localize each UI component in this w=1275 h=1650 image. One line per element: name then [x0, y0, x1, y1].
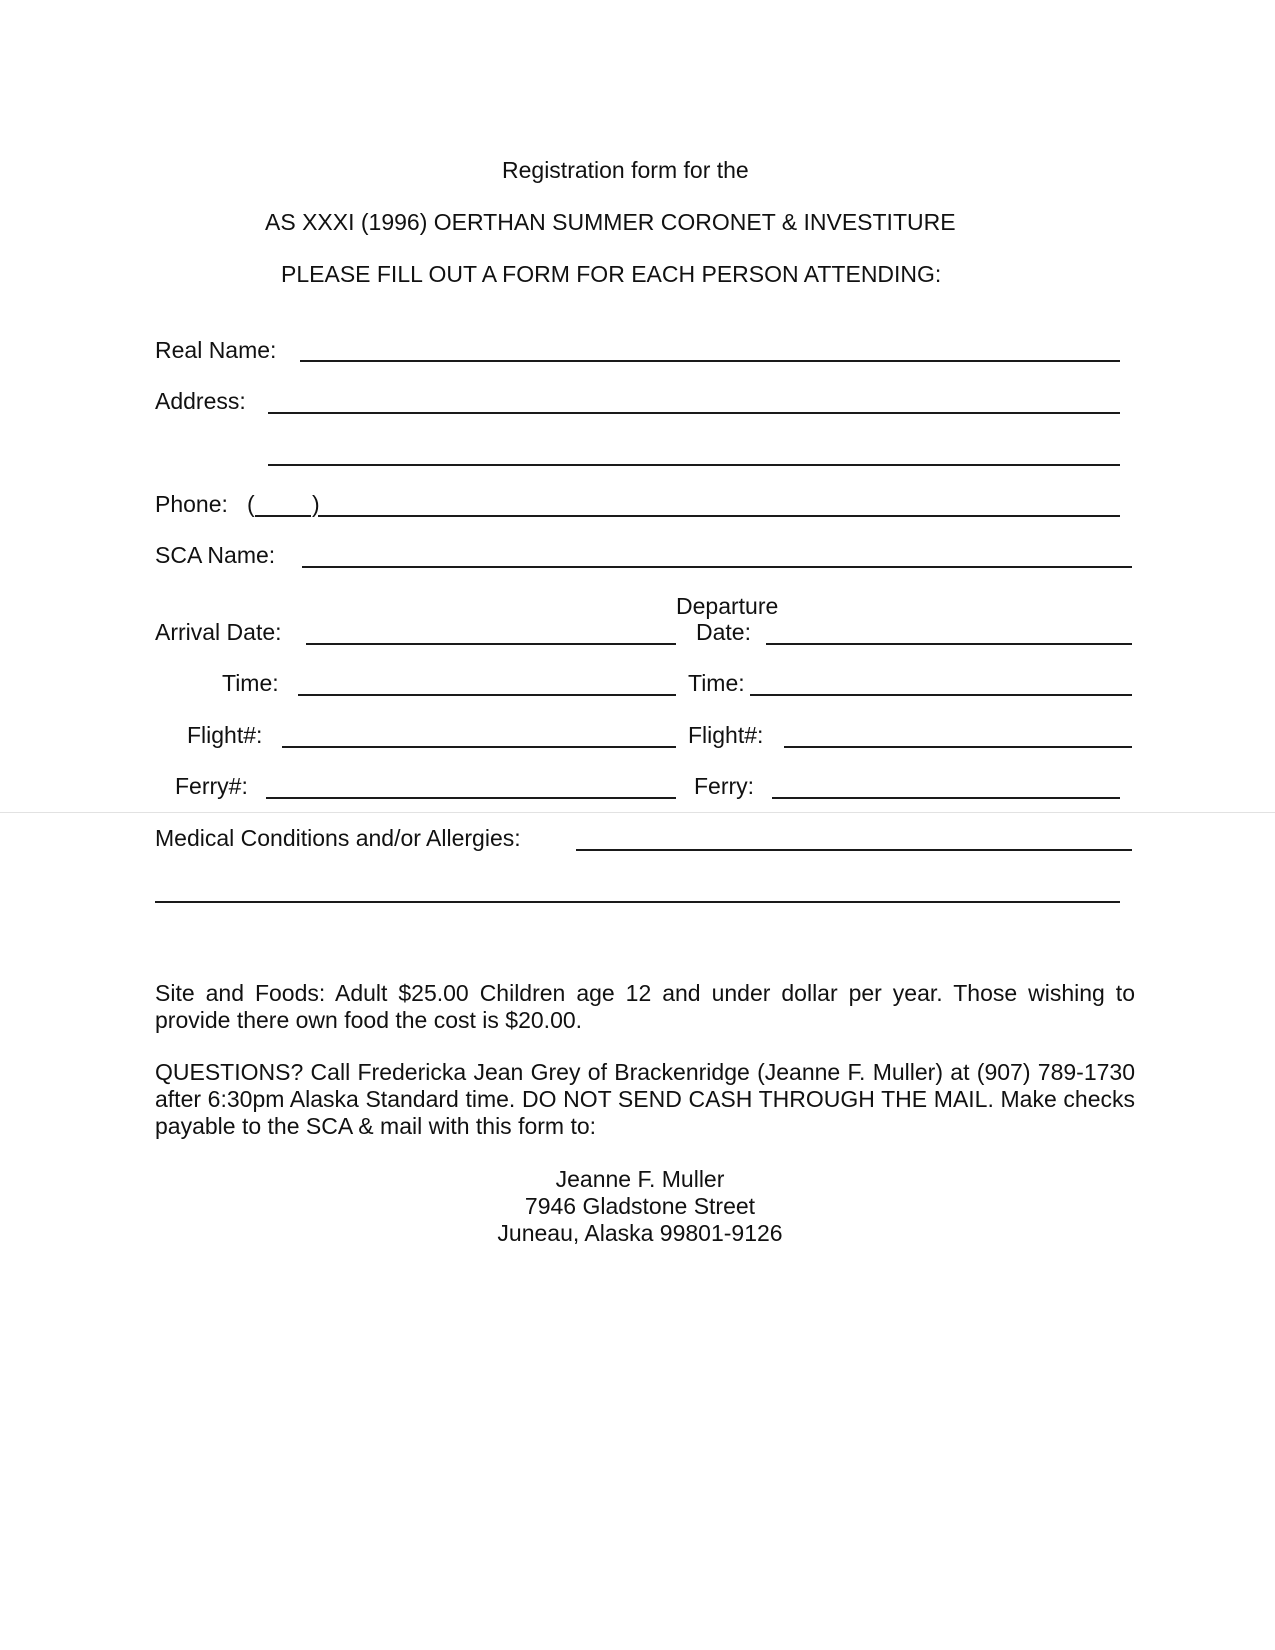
mailing-name: Jeanne F. Muller [555, 1166, 725, 1192]
phone-number-field[interactable] [318, 515, 1120, 517]
phone-label: Phone: [155, 491, 228, 517]
real-name-label: Real Name: [155, 337, 277, 363]
departure-ferry-label: Ferry: [694, 773, 755, 799]
medical-label: Medical Conditions and/or Allergies: [155, 825, 521, 851]
scan-artifact-line [0, 812, 1275, 813]
arrival-time-field[interactable] [298, 694, 676, 696]
questions-paragraph: QUESTIONS? Call Fredericka Jean Grey of Brackenridge (Jeanne F. Muller) at (907) 789-1730 after 6:30pm Alaska Standard time. DO NOT SEND CASH THROUGH THE MAIL. Make checks payable to the SCA & mail with this form to: [155, 1059, 1135, 1139]
arrival-flight-field[interactable] [282, 746, 676, 748]
sca-name-field[interactable] [302, 566, 1132, 568]
address-field-line2[interactable] [268, 464, 1120, 466]
address-field-line1[interactable] [268, 412, 1120, 414]
arrival-ferry-field[interactable] [266, 797, 676, 799]
real-name-field[interactable] [300, 360, 1120, 362]
fees-paragraph: Site and Foods: Adult $25.00 Children age 12 and under dollar per year. Those wishing to provide there own food the cost is $20.00. [155, 980, 1135, 1033]
mailing-street: 7946 Gladstone Street [524, 1193, 756, 1219]
form-title: Registration form for the [502, 157, 749, 183]
arrival-ferry-label: Ferry#: [175, 773, 248, 799]
address-label: Address: [155, 388, 246, 414]
departure-label: Departure [676, 593, 779, 619]
arrival-time-label: Time: [222, 670, 279, 696]
sca-name-label: SCA Name: [155, 542, 276, 568]
arrival-flight-label: Flight#: [187, 722, 263, 748]
phone-area-code-close-paren: ) [312, 491, 320, 517]
phone-area-code-field[interactable] [255, 515, 311, 517]
mailing-city: Juneau, Alaska 99801-9126 [497, 1220, 783, 1246]
departure-date-label: Date: [696, 619, 751, 645]
departure-flight-field[interactable] [784, 746, 1132, 748]
arrival-date-field[interactable] [306, 643, 676, 645]
medical-field-line2[interactable] [155, 901, 1120, 903]
event-title: AS XXXI (1996) OERTHAN SUMMER CORONET & INVESTITURE [265, 209, 956, 235]
phone-area-code-open-paren: ( [247, 491, 255, 517]
departure-time-field[interactable] [750, 694, 1132, 696]
departure-flight-label: Flight#: [688, 722, 764, 748]
arrival-date-label: Arrival Date: [155, 619, 282, 645]
departure-ferry-field[interactable] [772, 797, 1120, 799]
departure-time-label: Time: [688, 670, 745, 696]
instructions-heading: PLEASE FILL OUT A FORM FOR EACH PERSON ATTENDING: [281, 261, 942, 287]
medical-field-line1[interactable] [576, 849, 1132, 851]
departure-date-field[interactable] [766, 643, 1132, 645]
